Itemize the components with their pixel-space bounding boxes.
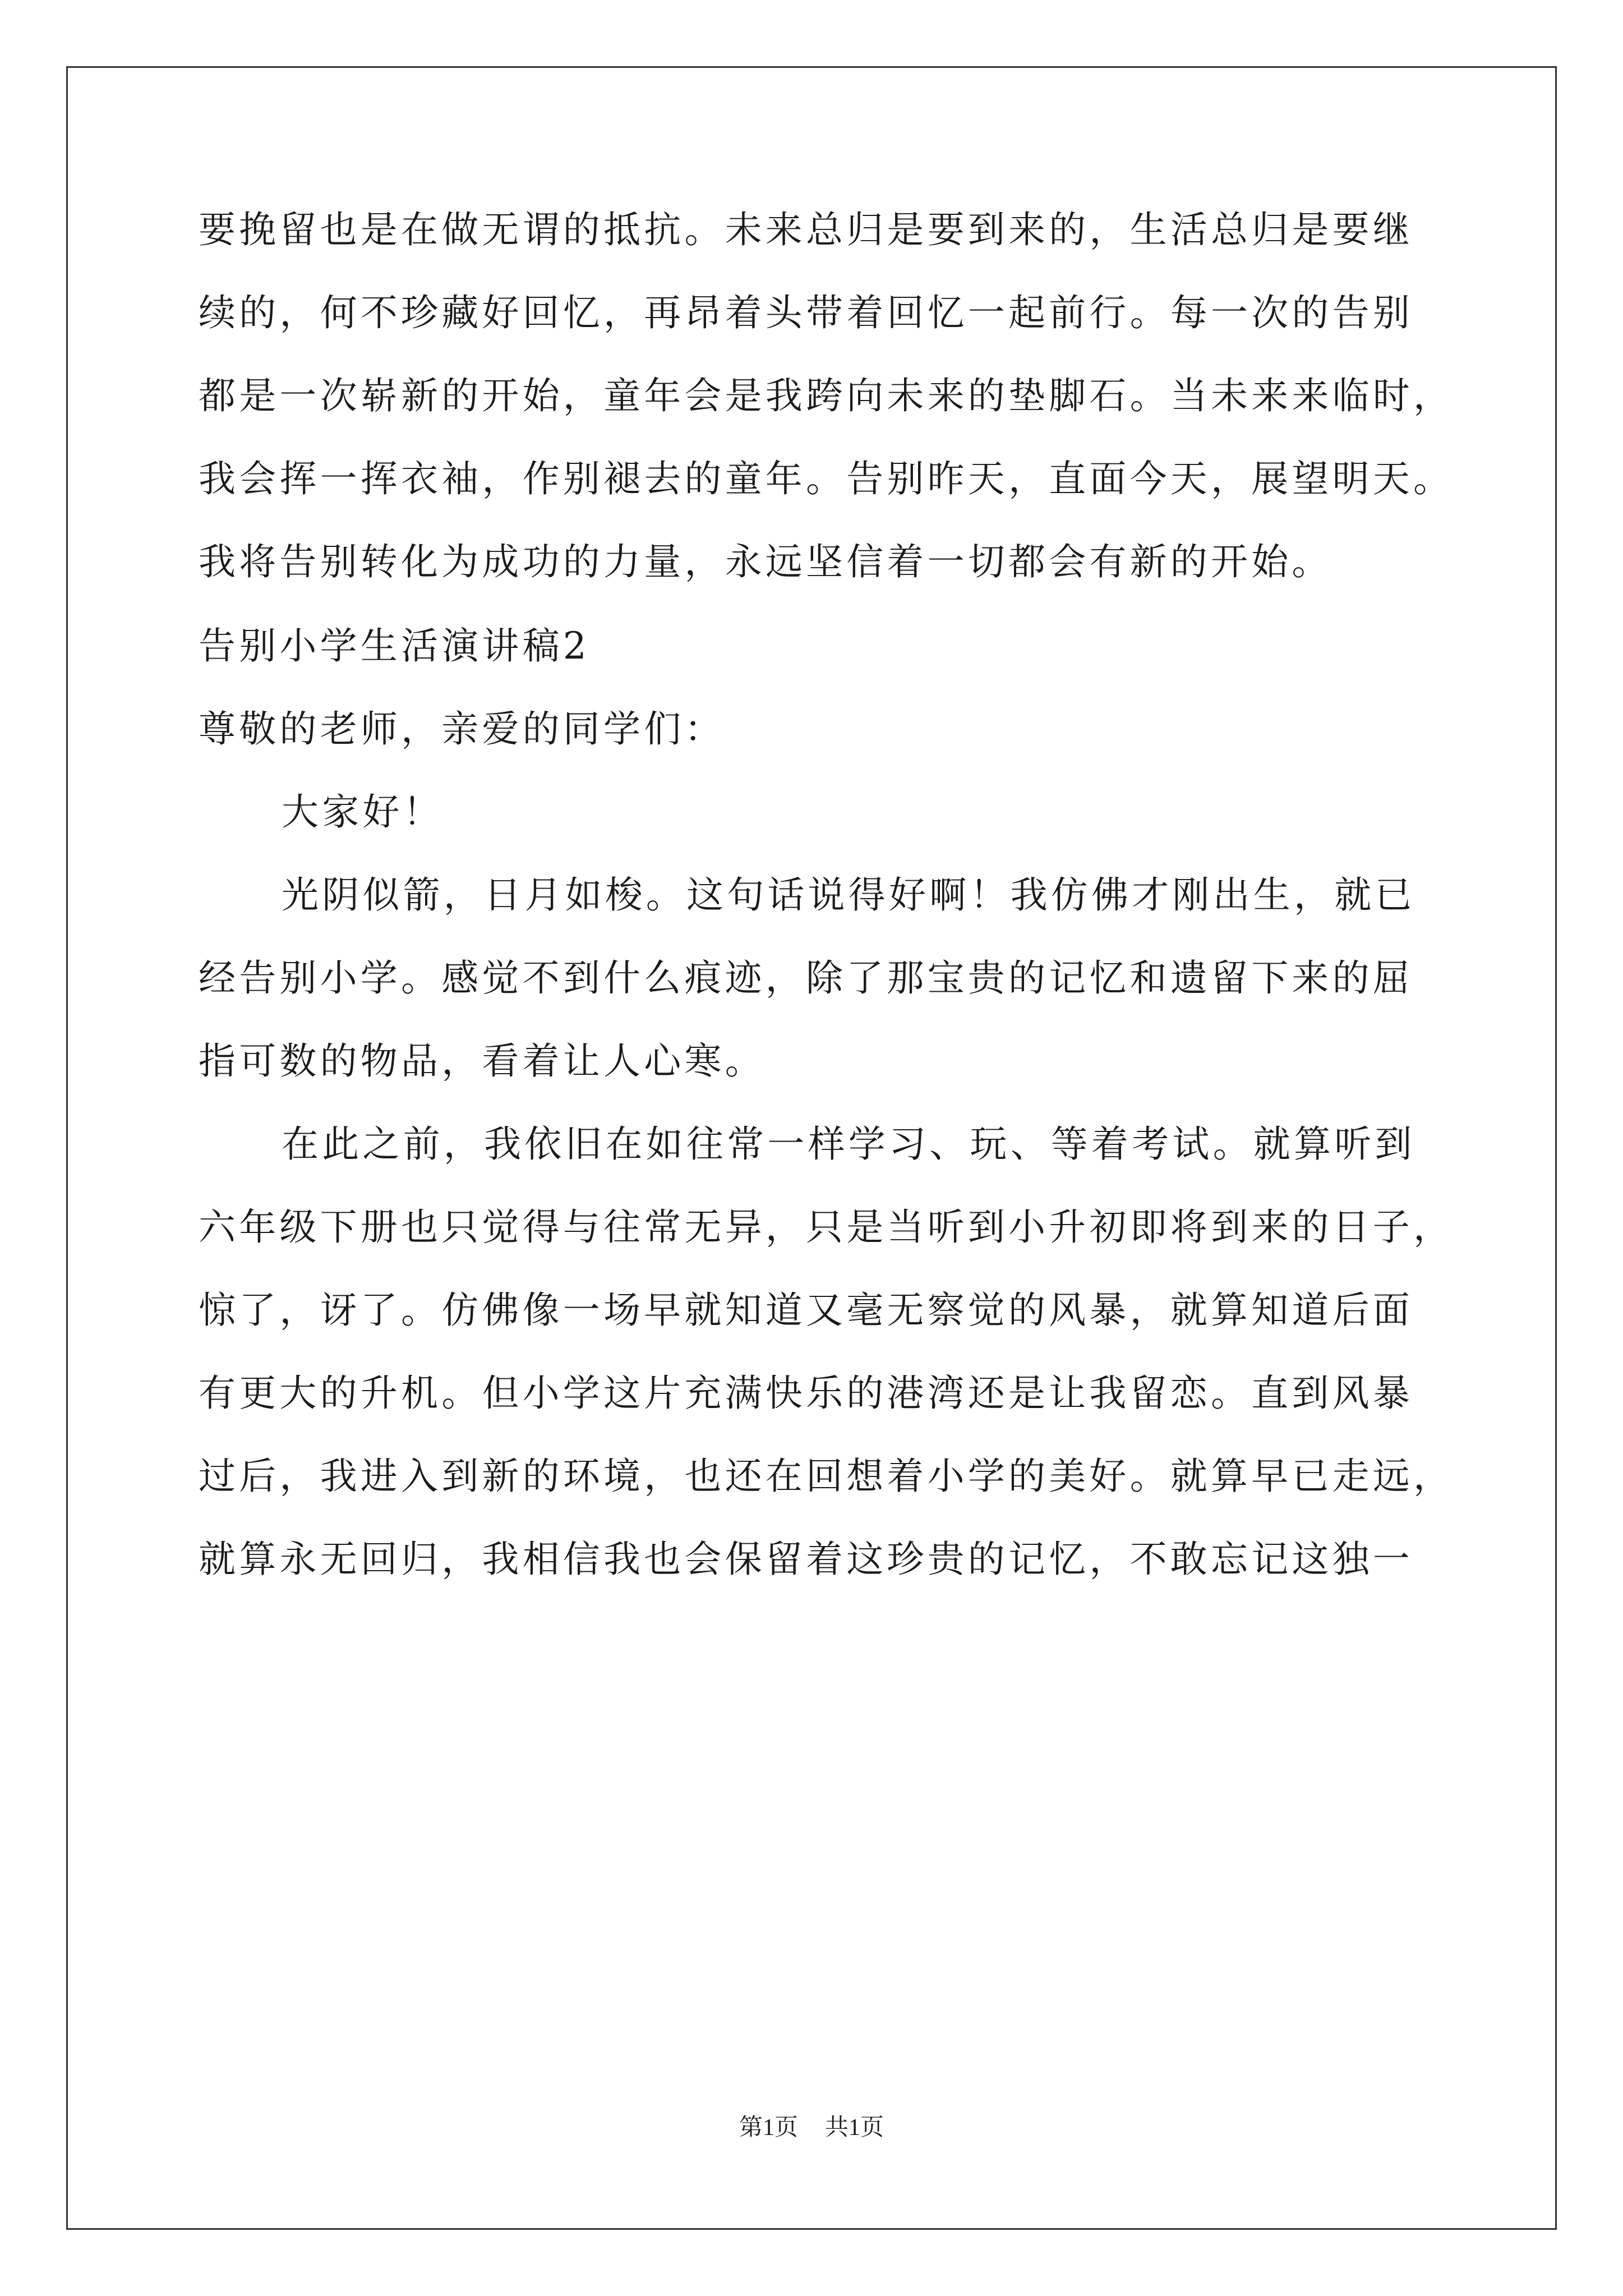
body-text-line: 就算永无回归，我相信我也会保留着这珍贵的记忆，不敢忘记这独一: [199, 1538, 1413, 1581]
greeting: 大家好！: [282, 790, 444, 834]
section-heading: 告别小学生活演讲稿2: [199, 624, 590, 668]
body-text-line: 光阴似箭，日月如梭。这句话说得好啊！我仿佛才刚出生，就已: [282, 873, 1415, 917]
salutation: 尊敬的老师，亲爱的同学们：: [199, 707, 725, 751]
body-text-line: 指可数的物品，看着让人心寒。: [199, 1039, 766, 1083]
body-text-line: 过后，我进入到新的环境，也还在回想着小学的美好。就算早已走远，: [199, 1455, 1454, 1498]
body-text-line: 有更大的升机。但小学这片充满快乐的港湾还是让我留恋。直到风暴: [199, 1372, 1413, 1415]
page-total: 共1页: [825, 2115, 884, 2141]
body-text-line: 在此之前，我依旧在如往常一样学习、玩、等着考试。就算听到: [282, 1122, 1415, 1166]
body-text-line: 要挽留也是在做无谓的抵抗。未来总归是要到来的，生活总归是要继: [199, 208, 1413, 251]
body-text-line: 经告别小学。感觉不到什么痕迹，除了那宝贵的记忆和遗留下来的屈: [199, 956, 1413, 1000]
page-number: 第1页: [739, 2115, 798, 2141]
page-footer: [0, 2114, 1623, 2142]
body-text-line: 我会挥一挥衣袖，作别褪去的童年。告别昨天，直面今天，展望明天。: [199, 457, 1454, 500]
body-text-line: 都是一次崭新的开始，童年会是我跨向未来的垫脚石。当未来来临时，: [199, 374, 1454, 417]
body-text-line: 六年级下册也只觉得与往常无异，只是当听到小升初即将到来的日子，: [199, 1205, 1454, 1249]
body-text-line: 续的，何不珍藏好回忆，再昂着头带着回忆一起前行。每一次的告别: [199, 291, 1413, 334]
body-text-line: 我将告别转化为成功的力量，永远坚信着一切都会有新的开始。: [199, 540, 1332, 583]
body-text-line: 惊了，讶了。仿佛像一场早就知道又毫无察觉的风暴，就算知道后面: [199, 1289, 1413, 1332]
